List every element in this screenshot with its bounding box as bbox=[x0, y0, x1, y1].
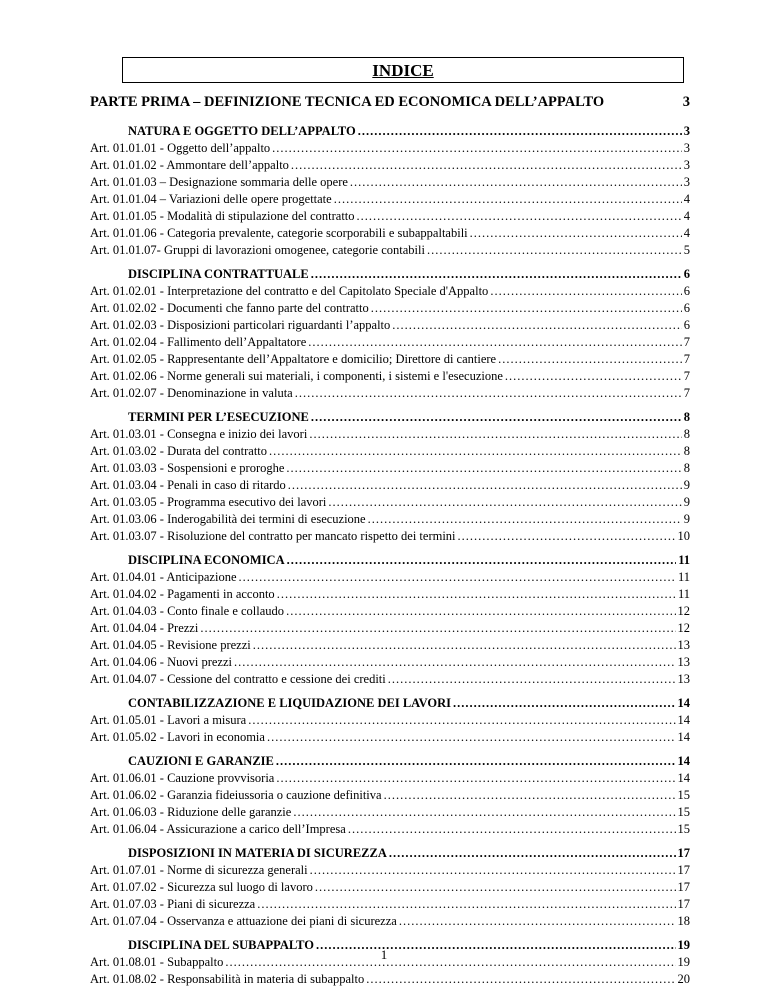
part-page: 3 bbox=[682, 94, 690, 110]
toc-entry[interactable] bbox=[90, 461, 690, 478]
dot-leader bbox=[350, 175, 682, 190]
dot-leader bbox=[399, 914, 676, 929]
toc-entry-page: 19 bbox=[677, 955, 690, 969]
toc-entry-text: Art. 01.04.04 - Prezzi bbox=[90, 621, 199, 635]
toc-entry[interactable] bbox=[90, 914, 690, 931]
toc-entry-text: Art. 01.07.04 - Osservanza e attuazione dei piani di sicurezza bbox=[90, 914, 397, 928]
dot-leader bbox=[234, 655, 676, 670]
toc-entry-text: Art. 01.04.05 - Revisione prezzi bbox=[90, 638, 251, 652]
dot-leader bbox=[276, 771, 675, 786]
index-title-box bbox=[122, 57, 684, 83]
toc-section-heading-page: 11 bbox=[678, 553, 690, 567]
part-title: PARTE PRIMA – DEFINIZIONE TECNICA ED ECONOMICA DELL’APPALTO bbox=[90, 94, 605, 110]
dot-leader bbox=[328, 495, 681, 510]
dot-leader bbox=[334, 192, 682, 207]
toc-entry-page: 6 bbox=[683, 301, 690, 315]
toc-entry[interactable] bbox=[90, 478, 690, 495]
toc-entry-page: 11 bbox=[677, 587, 690, 601]
toc-entry-text: Art. 01.01.07- Gruppi di lavorazioni omogenee, categorie contabili bbox=[90, 243, 425, 257]
dot-leader bbox=[272, 141, 682, 156]
toc-section bbox=[90, 124, 690, 260]
page-number: 1 bbox=[380, 947, 388, 962]
dot-leader bbox=[276, 754, 676, 769]
toc-entry-text: Art. 01.02.05 - Rappresentante dell’Appaltatore e domicilio; Direttore di cantiere bbox=[90, 352, 497, 366]
toc-entry-text: Art. 01.08.02 - Responsabilità in materia di subappalto bbox=[90, 972, 365, 986]
toc-entry-text: Art. 01.03.01 - Consegna e inizio dei lavori bbox=[90, 427, 308, 441]
toc-entry-page: 15 bbox=[677, 805, 690, 819]
toc-entry-text: Art. 01.03.05 - Programma esecutivo dei lavori bbox=[90, 495, 327, 509]
toc-section-heading-text: CAUZIONI E GARANZIE bbox=[128, 754, 274, 768]
toc-entry-text: Art. 01.08.01 - Subappalto bbox=[90, 955, 224, 969]
toc-entry-page: 8 bbox=[683, 461, 690, 475]
toc-entry-page: 7 bbox=[683, 335, 690, 349]
toc-entry[interactable] bbox=[90, 672, 690, 689]
dot-leader bbox=[239, 570, 676, 585]
toc-section bbox=[90, 267, 690, 403]
toc-entry-text: Art. 01.03.07 - Risoluzione del contratto per mancato rispetto dei termini bbox=[90, 529, 456, 543]
toc-entry-page: 6 bbox=[683, 318, 690, 332]
toc-section-heading[interactable] bbox=[90, 696, 690, 713]
toc-entry-page: 4 bbox=[683, 209, 690, 223]
toc-entry-text: Art. 01.04.02 - Pagamenti in acconto bbox=[90, 587, 275, 601]
toc-entry[interactable] bbox=[90, 318, 690, 335]
toc-section bbox=[90, 696, 690, 747]
toc-section bbox=[90, 410, 690, 546]
dot-leader bbox=[286, 604, 675, 619]
dot-leader bbox=[392, 318, 681, 333]
toc-section-heading-page: 3 bbox=[683, 124, 690, 138]
dot-leader bbox=[293, 805, 675, 820]
toc-entry-text: Art. 01.02.01 - Interpretazione del contratto e del Capitolato Speciale d'Appalto bbox=[90, 284, 489, 298]
dot-leader bbox=[315, 880, 676, 895]
dot-leader bbox=[505, 369, 682, 384]
toc-entry-page: 6 bbox=[683, 284, 690, 298]
toc-entry-page: 15 bbox=[677, 788, 690, 802]
part-heading bbox=[90, 94, 690, 111]
toc-section-heading-page: 19 bbox=[677, 938, 690, 952]
toc-entry[interactable] bbox=[90, 226, 690, 243]
toc-section-heading-text: DISCIPLINA DEL SUBAPPALTO bbox=[128, 938, 314, 952]
toc-entry[interactable] bbox=[90, 730, 690, 747]
toc-entry[interactable] bbox=[90, 655, 690, 672]
toc-entry-page: 9 bbox=[683, 512, 690, 526]
toc-entry-text: Art. 01.07.03 - Piani di sicurezza bbox=[90, 897, 256, 911]
toc-entry-text: Art. 01.02.06 - Norme generali sui materiali, i componenti, i sistemi e l'esecuzione bbox=[90, 369, 503, 383]
toc-entry-page: 3 bbox=[683, 158, 690, 172]
toc-entry-page: 11 bbox=[677, 570, 690, 584]
dot-leader bbox=[371, 301, 682, 316]
toc-entry-page: 8 bbox=[683, 427, 690, 441]
toc-entry-text: Art. 01.04.06 - Nuovi prezzi bbox=[90, 655, 232, 669]
toc-entry-text: Art. 01.04.03 - Conto finale e collaudo bbox=[90, 604, 285, 618]
dot-leader bbox=[490, 284, 681, 299]
toc-entry[interactable] bbox=[90, 880, 690, 897]
dot-leader bbox=[309, 427, 681, 442]
toc-entry[interactable] bbox=[90, 141, 690, 158]
toc-entry-page: 18 bbox=[677, 914, 690, 928]
toc-entry-page: 20 bbox=[677, 972, 690, 986]
toc-entry[interactable] bbox=[90, 243, 690, 260]
toc-entry-text: Art. 01.02.04 - Fallimento dell’Appaltatore bbox=[90, 335, 307, 349]
toc-entry-page: 3 bbox=[683, 175, 690, 189]
toc-entry-page: 9 bbox=[683, 478, 690, 492]
dot-leader bbox=[366, 972, 675, 987]
toc-entry[interactable] bbox=[90, 897, 690, 914]
toc-entry-page: 14 bbox=[677, 713, 690, 727]
toc-entry-text: Art. 01.02.02 - Documenti che fanno parte del contratto bbox=[90, 301, 369, 315]
toc-entry-text: Art. 01.01.05 - Modalità di stipulazione del contratto bbox=[90, 209, 355, 223]
toc-section-heading[interactable] bbox=[90, 124, 690, 141]
toc-entry-page: 17 bbox=[677, 880, 690, 894]
toc-entry[interactable] bbox=[90, 771, 690, 788]
dot-leader bbox=[257, 897, 675, 912]
toc-entry-page: 10 bbox=[677, 529, 690, 543]
toc-entry[interactable] bbox=[90, 158, 690, 175]
toc-entry-page: 13 bbox=[677, 672, 690, 686]
toc-entry-text: Art. 01.04.01 - Anticipazione bbox=[90, 570, 237, 584]
toc-entry[interactable] bbox=[90, 335, 690, 352]
toc-section bbox=[90, 938, 690, 989]
dot-leader bbox=[427, 243, 682, 258]
toc-section bbox=[90, 553, 690, 689]
toc-entry[interactable] bbox=[90, 175, 690, 192]
dot-leader bbox=[311, 267, 682, 282]
toc-section-heading[interactable] bbox=[90, 754, 690, 771]
toc-entry-page: 13 bbox=[677, 655, 690, 669]
toc-entry-page: 8 bbox=[683, 444, 690, 458]
dot-leader bbox=[348, 822, 676, 837]
toc-entry[interactable] bbox=[90, 192, 690, 209]
dot-leader bbox=[498, 352, 682, 367]
dot-leader bbox=[253, 638, 676, 653]
dot-leader bbox=[200, 621, 675, 636]
toc-entry-text: Art. 01.02.03 - Disposizioni particolari riguardanti l’appalto bbox=[90, 318, 391, 332]
toc-entry-text: Art. 01.06.04 - Assicurazione a carico dell’Impresa bbox=[90, 822, 346, 836]
toc-entry[interactable] bbox=[90, 352, 690, 369]
toc-entry[interactable] bbox=[90, 788, 690, 805]
toc-entry-page: 17 bbox=[677, 897, 690, 911]
toc-entry-text: Art. 01.05.02 - Lavori in economia bbox=[90, 730, 265, 744]
toc-entry-page: 14 bbox=[677, 771, 690, 785]
dot-leader bbox=[384, 788, 676, 803]
toc-entry-text: Art. 01.06.01 - Cauzione provvisoria bbox=[90, 771, 275, 785]
toc-entry[interactable] bbox=[90, 863, 690, 880]
toc-entry-text: Art. 01.03.03 - Sospensioni e proroghe bbox=[90, 461, 285, 475]
toc-entry-page: 5 bbox=[683, 243, 690, 257]
dot-leader bbox=[286, 461, 681, 476]
toc-entry[interactable] bbox=[90, 805, 690, 822]
toc-entry-text: Art. 01.05.01 - Lavori a misura bbox=[90, 713, 247, 727]
toc-entry[interactable] bbox=[90, 604, 690, 621]
dot-leader bbox=[453, 696, 676, 711]
dot-leader bbox=[288, 478, 682, 493]
dot-leader bbox=[389, 846, 676, 861]
toc-section-heading[interactable] bbox=[90, 267, 690, 284]
dot-leader bbox=[368, 512, 682, 527]
toc-entry-text: Art. 01.02.07 - Denominazione in valuta bbox=[90, 386, 293, 400]
toc-entry-page: 13 bbox=[677, 638, 690, 652]
toc-entry[interactable] bbox=[90, 427, 690, 444]
toc-entry[interactable] bbox=[90, 444, 690, 461]
dot-leader bbox=[458, 529, 676, 544]
toc-section bbox=[90, 846, 690, 931]
toc-entry-text: Art. 01.07.01 - Norme di sicurezza generali bbox=[90, 863, 308, 877]
toc-entry-text: Art. 01.01.03 – Designazione sommaria delle opere bbox=[90, 175, 348, 189]
toc-entry-page: 15 bbox=[677, 822, 690, 836]
toc-entry-text: Art. 01.01.04 – Variazioni delle opere progettate bbox=[90, 192, 332, 206]
toc-entry-text: Art. 01.01.01 - Oggetto dell’appalto bbox=[90, 141, 271, 155]
toc-entry-page: 17 bbox=[677, 863, 690, 877]
toc-entry[interactable] bbox=[90, 495, 690, 512]
toc-entry-page: 4 bbox=[683, 192, 690, 206]
toc-section bbox=[90, 754, 690, 839]
toc-entry-text: Art. 01.06.02 - Garanzia fideiussoria o cauzione definitiva bbox=[90, 788, 382, 802]
dot-leader bbox=[248, 713, 675, 728]
toc-entry-text: Art. 01.03.02 - Durata del contratto bbox=[90, 444, 268, 458]
toc-entry-page: 14 bbox=[677, 730, 690, 744]
dot-leader bbox=[277, 587, 676, 602]
dot-leader bbox=[269, 444, 682, 459]
toc-section-heading-text: CONTABILIZZAZIONE E LIQUIDAZIONE DEI LAVORI bbox=[128, 696, 451, 710]
toc-section-heading[interactable] bbox=[90, 846, 690, 863]
toc-section-heading-page: 6 bbox=[683, 267, 690, 281]
toc-entry-page: 12 bbox=[677, 621, 690, 635]
toc-entry[interactable] bbox=[90, 209, 690, 226]
toc-entry[interactable] bbox=[90, 386, 690, 403]
toc-entry[interactable] bbox=[90, 587, 690, 604]
toc-entry[interactable] bbox=[90, 570, 690, 587]
toc-entry[interactable] bbox=[90, 529, 690, 546]
dot-leader bbox=[287, 553, 677, 568]
toc-section-heading-text: TERMINI PER L’ESECUZIONE bbox=[128, 410, 309, 424]
dot-leader bbox=[311, 410, 682, 425]
toc-section-heading[interactable] bbox=[90, 410, 690, 427]
dot-leader bbox=[291, 158, 682, 173]
toc-entry[interactable] bbox=[90, 369, 690, 386]
toc-entry-page: 12 bbox=[677, 604, 690, 618]
toc-entry-text: Art. 01.01.02 - Ammontare dell’appalto bbox=[90, 158, 289, 172]
toc-entry[interactable] bbox=[90, 638, 690, 655]
toc-entry[interactable] bbox=[90, 301, 690, 318]
toc-entry-page: 7 bbox=[683, 352, 690, 366]
toc-section-heading-text: DISPOSIZIONI IN MATERIA DI SICUREZZA bbox=[128, 846, 387, 860]
toc-entry[interactable] bbox=[90, 512, 690, 529]
toc-entry-page: 7 bbox=[683, 386, 690, 400]
dot-leader bbox=[470, 226, 682, 241]
toc-entry-text: Art. 01.06.03 - Riduzione delle garanzie bbox=[90, 805, 292, 819]
dot-leader bbox=[357, 209, 682, 224]
dot-leader bbox=[267, 730, 676, 745]
toc-entry-text: Art. 01.03.06 - Inderogabilità dei termini di esecuzione bbox=[90, 512, 366, 526]
index-title: INDICE bbox=[372, 61, 434, 80]
dot-leader bbox=[310, 863, 676, 878]
toc-entry[interactable] bbox=[90, 284, 690, 301]
toc-entry[interactable] bbox=[90, 972, 690, 989]
dot-leader bbox=[308, 335, 681, 350]
toc-entry[interactable] bbox=[90, 621, 690, 638]
dot-leader bbox=[295, 386, 682, 401]
toc-section-heading-text: NATURA E OGGETTO DELL’APPALTO bbox=[128, 124, 356, 138]
toc-section-heading-page: 17 bbox=[677, 846, 690, 860]
toc-entry-page: 3 bbox=[683, 141, 690, 155]
dot-leader bbox=[358, 124, 682, 139]
toc-section-heading-page: 14 bbox=[677, 754, 690, 768]
toc-section-heading-page: 14 bbox=[677, 696, 690, 710]
toc-entry-text: Art. 01.01.06 - Categoria prevalente, categorie scorporabili e subappaltabili bbox=[90, 226, 468, 240]
toc-entry-text: Art. 01.07.02 - Sicurezza sul luogo di lavoro bbox=[90, 880, 313, 894]
toc-entry[interactable] bbox=[90, 822, 690, 839]
toc-entry-text: Art. 01.03.04 - Penali in caso di ritardo bbox=[90, 478, 286, 492]
toc-entry-page: 4 bbox=[683, 226, 690, 240]
dot-leader bbox=[388, 672, 676, 687]
toc-entry-page: 7 bbox=[683, 369, 690, 383]
toc-section-heading-page: 8 bbox=[683, 410, 690, 424]
toc-entry-page: 9 bbox=[683, 495, 690, 509]
toc-section-heading[interactable] bbox=[90, 553, 690, 570]
toc-section-heading-text: DISCIPLINA CONTRATTUALE bbox=[128, 267, 309, 281]
toc-section-heading-text: DISCIPLINA ECONOMICA bbox=[128, 553, 285, 567]
toc-entry[interactable] bbox=[90, 713, 690, 730]
toc-entry-text: Art. 01.04.07 - Cessione del contratto e cessione dei crediti bbox=[90, 672, 386, 686]
table-of-contents bbox=[90, 117, 690, 989]
